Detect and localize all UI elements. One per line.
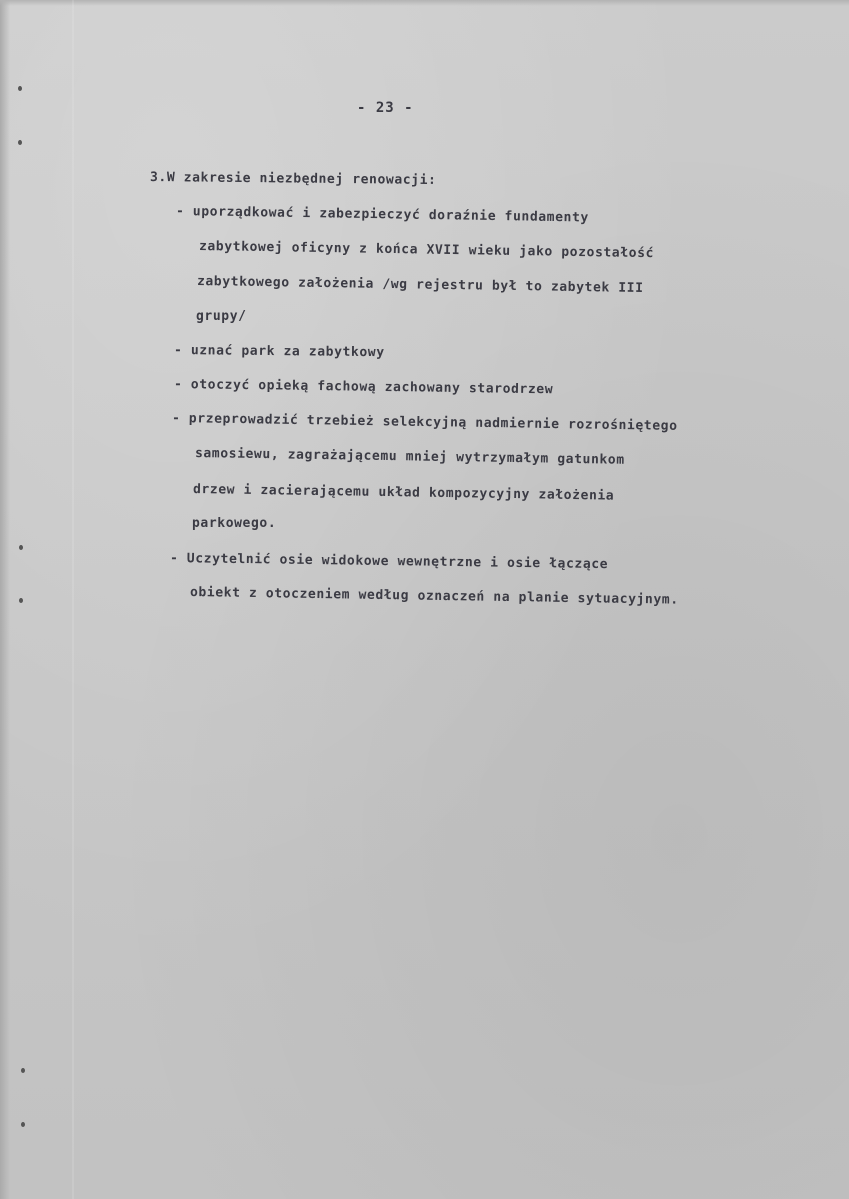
list-item-line: parkowego.: [192, 516, 277, 531]
page-number: - 23 -: [357, 100, 414, 116]
list-item-line: drzew i zacierającemu układ kompozycyjny założenia: [192, 482, 615, 504]
list-item-line: - otoczyć opieką fachową zachowany starodrzew: [173, 377, 554, 398]
list-item-line: - przeprowadzić trzebież selekcyjną nadmiernie rozrośniętego: [171, 411, 678, 434]
list-item-line: zabytkowego założenia /wg rejestru był to zabytek III: [196, 274, 644, 297]
paper-fold: [72, 0, 74, 1199]
punch-mark: [21, 1068, 25, 1073]
section-heading: 3.W zakresie niezbędnej renowacji:: [149, 170, 437, 188]
list-item-line: zabytkowej oficyny z końca XVII wieku jako pozostałość: [198, 239, 655, 262]
list-item-line: - Uczytelnić osie widokowe wewnętrzne i osie łączące: [169, 551, 609, 573]
punch-mark: [21, 1122, 25, 1127]
punch-mark: [18, 86, 22, 91]
paper-edge-left: [0, 0, 10, 1199]
list-item-line: grupy/: [196, 309, 247, 324]
punch-mark: [19, 598, 23, 603]
punch-mark: [18, 140, 22, 145]
paper-edge-top: [0, 0, 849, 6]
list-item-line: - uznać park za zabytkowy: [173, 343, 385, 361]
punch-mark: [19, 545, 23, 550]
list-item-line: - uporządkować i zabezpieczyć doraźnie fundamenty: [175, 204, 589, 226]
list-item-line: samosiewu, zagrażającemu mniej wytrzymałym gatunkom: [194, 446, 625, 468]
list-item-line: obiekt z otoczeniem według oznaczeń na planie sytuacyjnym.: [189, 585, 679, 608]
